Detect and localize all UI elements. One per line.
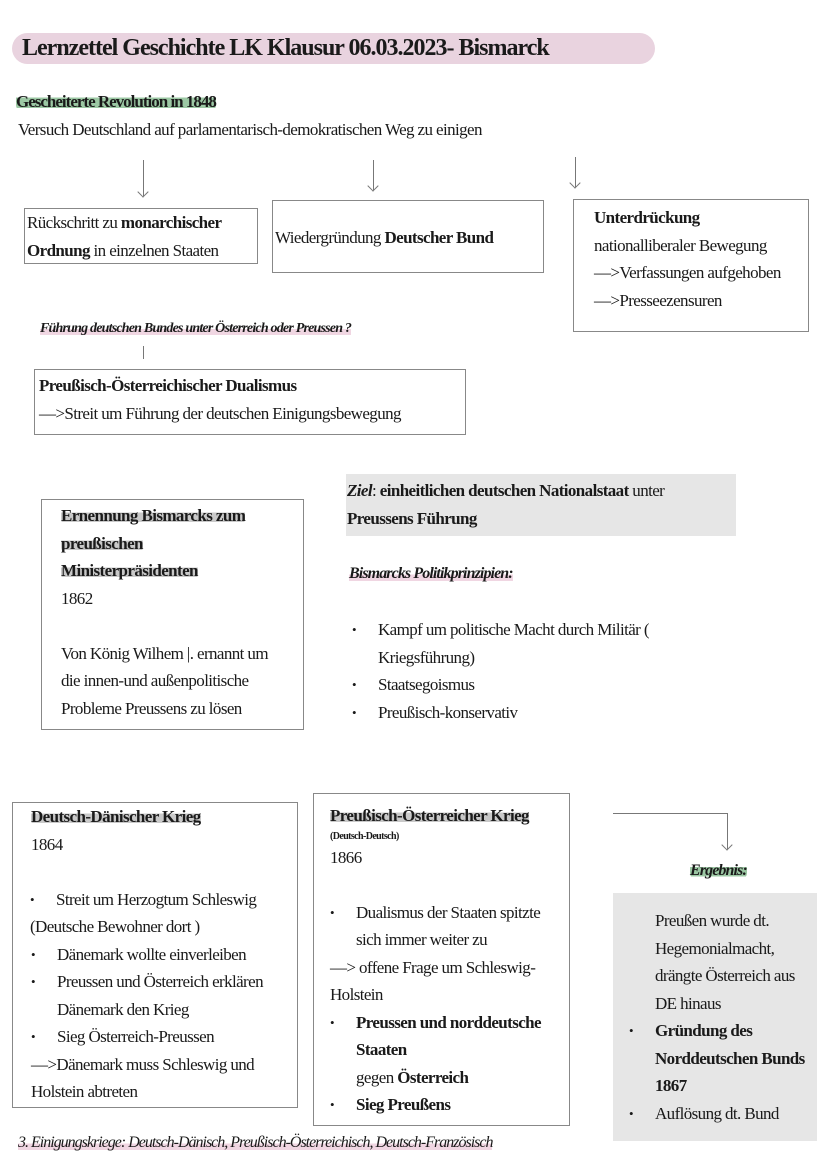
list-item: • Preußisch-konservativ bbox=[352, 699, 722, 727]
text: in einzelnen Staaten bbox=[89, 240, 219, 260]
dualismus-box bbox=[34, 369, 466, 435]
ergebnis-heading-text: Ergebnis: bbox=[690, 862, 747, 879]
text: nationalliberaler Bewegung bbox=[594, 235, 767, 255]
bold-text: Unterdrückung bbox=[594, 208, 700, 227]
rueckschritt-box bbox=[24, 208, 258, 264]
ziel-label: Ziel bbox=[347, 481, 372, 500]
bold-text: Ordnung bbox=[27, 240, 90, 260]
note: (Deutsche Bewohner dort ) bbox=[30, 917, 200, 936]
oesterreich-heading: Preußisch-Österreicher Krieg bbox=[330, 806, 529, 825]
text: Wiedergründung bbox=[275, 228, 385, 247]
arrow-down-icon bbox=[367, 180, 378, 191]
list-item bbox=[330, 1091, 550, 1119]
text: gegen bbox=[356, 1067, 398, 1087]
note: —> offene Frage um Schleswig-Holstein bbox=[330, 957, 536, 1004]
text: Probleme Preussens zu lösen bbox=[61, 698, 242, 718]
list-item: • Preussen und Österreich erklären Dänemark den Krieg bbox=[31, 968, 281, 1023]
revolution-text: Versuch Deutschland auf parlamentarisch-demokratischen Weg zu einigen bbox=[18, 120, 482, 139]
bold-text: Preussen und norddeutsche Staaten bbox=[356, 1012, 541, 1059]
revolution-heading-text: Gescheiterte Revolution in 1848 bbox=[16, 92, 216, 111]
footer bbox=[18, 1134, 492, 1152]
wiedergruendung-box bbox=[272, 200, 544, 273]
year: 1864 bbox=[31, 834, 63, 854]
bold-text: einheitlichen deutschen Nationalstaat bbox=[379, 481, 629, 500]
list-item: • Dänemark wollte einverleiben bbox=[31, 941, 297, 969]
daenisch-box bbox=[12, 802, 298, 1108]
year: 1862 bbox=[61, 588, 93, 608]
arrow-down-icon bbox=[569, 177, 580, 188]
heading-line: Ministerpräsidenten bbox=[61, 561, 198, 580]
text: die innen-und außenpolitische bbox=[61, 671, 249, 690]
list-item: • Dualismus der Staaten spitzte sich immer weiter zu bbox=[330, 899, 550, 954]
bold-text: Preussens Führung bbox=[347, 508, 477, 528]
bold-text: monarchischer bbox=[120, 213, 222, 232]
list-item: • Kampf um politische Macht durch Militär ( Kriegsführung) bbox=[352, 616, 722, 671]
footer-text: 3. Einigungskriege: Deutsch-Dänisch, Preußisch-Österreichisch, Deutsch-Französisch bbox=[18, 1134, 493, 1151]
text: —>Verfassungen aufgehoben bbox=[594, 263, 781, 282]
ernennung-box bbox=[41, 499, 304, 730]
ergebnis-text: Preußen wurde dt. Hegemonialmacht, drängte Österreich aus DE hinaus bbox=[655, 911, 795, 1013]
prinzipien-heading bbox=[349, 565, 513, 583]
list-item bbox=[330, 1009, 550, 1092]
connector-line bbox=[143, 346, 144, 359]
text: : bbox=[371, 481, 380, 500]
text: —>Presseezensuren bbox=[594, 290, 722, 310]
prinzipien-heading-text: Bismarcks Politikprinzipien: bbox=[349, 565, 513, 582]
question bbox=[40, 321, 351, 337]
list-item: • Auflösung dt. Bund bbox=[629, 1100, 809, 1128]
text: unter bbox=[628, 481, 665, 500]
list-item: • Streit um Herzogtum Schleswig bbox=[30, 886, 297, 914]
dualismus-heading: Preußisch-Österreichischer Dualismus bbox=[39, 376, 297, 395]
year: 1866 bbox=[330, 847, 362, 867]
text: Von König Wilhem |. ernannt um bbox=[61, 643, 268, 663]
prinzipien-list bbox=[352, 616, 722, 726]
ziel-box bbox=[346, 474, 736, 536]
bold-text: Gründung des Norddeutschen Bunds 1867 bbox=[655, 1021, 805, 1095]
heading-line: Ernennung Bismarcks zum bbox=[61, 506, 246, 525]
ergebnis-box bbox=[613, 893, 817, 1141]
arrow-down-icon bbox=[721, 839, 732, 850]
oesterreich-box bbox=[313, 793, 570, 1126]
note: —>Dänemark muss Schleswig und Holstein abtreten bbox=[31, 1054, 255, 1101]
list-item: • Staatsegoismus bbox=[352, 671, 722, 699]
page-title: Lernzettel Geschichte LK Klausur 06.03.2023- Bismarck bbox=[22, 35, 549, 61]
daenisch-heading: Deutsch-Dänischer Krieg bbox=[31, 807, 201, 826]
dualismus-text: —>Streit um Führung der deutschen Einigungsbewegung bbox=[39, 403, 401, 423]
bold-text: Deutscher Bund bbox=[384, 228, 494, 247]
revolution-heading bbox=[16, 92, 216, 112]
unterdrueckung-box bbox=[573, 199, 809, 332]
list-item: • Sieg Österreich-Preussen bbox=[31, 1023, 297, 1051]
subheading: (Deutsch-Deutsch) bbox=[330, 830, 399, 842]
bold-text: Sieg Preußens bbox=[356, 1095, 451, 1114]
arrow-down-icon bbox=[137, 186, 148, 197]
connector-line bbox=[613, 813, 728, 814]
heading-line: preußischen bbox=[61, 533, 143, 553]
list-item bbox=[629, 1017, 809, 1100]
question-text: Führung deutschen Bundes unter Österreich oder Preussen ? bbox=[40, 321, 352, 336]
ergebnis-heading bbox=[690, 862, 747, 880]
bold-text: Österreich bbox=[397, 1067, 469, 1087]
text: Rückschritt zu bbox=[27, 213, 121, 232]
